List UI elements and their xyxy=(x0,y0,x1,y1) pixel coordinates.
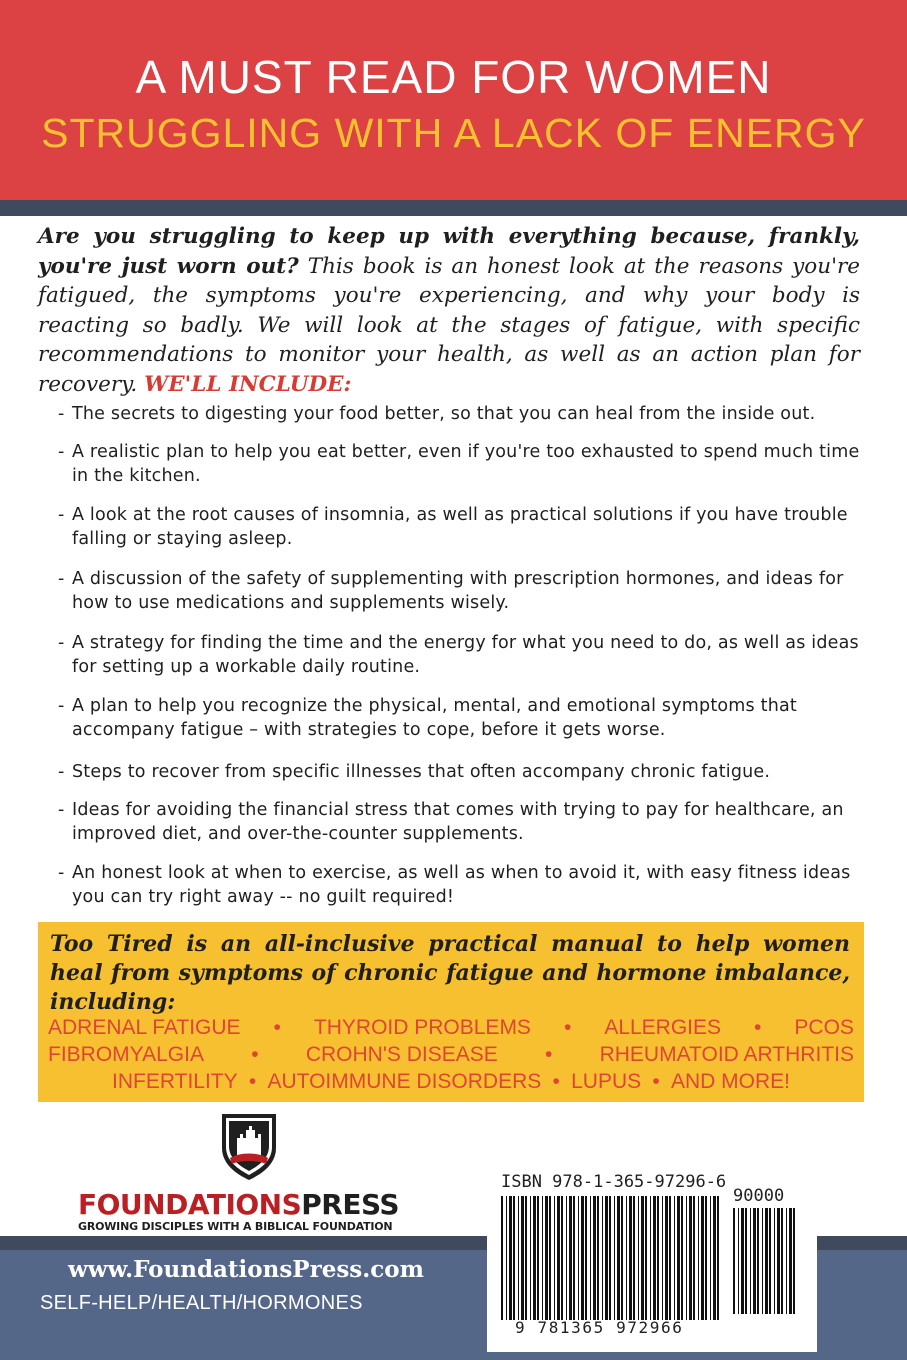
condition: INFERTILITY xyxy=(112,1070,238,1093)
price-code: 90000 xyxy=(733,1186,785,1206)
list-item: - The secrets to digesting your food better, so that you can heal from the inside out. xyxy=(58,404,816,424)
condition: RHEUMATOID ARTHRITIS xyxy=(599,1043,854,1066)
separator: • xyxy=(652,1070,660,1093)
conditions-row xyxy=(48,1014,854,1041)
barcode-number: 9 781365 972966 xyxy=(515,1318,684,1337)
publisher-name-part2: PRESS xyxy=(301,1188,400,1221)
condition: LUPUS xyxy=(571,1070,642,1093)
isbn-label: ISBN 978-1-365-97296-6 xyxy=(501,1172,727,1192)
header-divider xyxy=(0,200,907,216)
separator: • xyxy=(251,1043,259,1066)
list-item: - Steps to recover from specific illnesses that often accompany chronic fatigue. xyxy=(58,762,771,782)
subheadline: STRUGGLING WITH A LACK OF ENERGY xyxy=(41,110,866,156)
list-item: - A plan to help you recognize the physical, mental, and emotional symptoms that accompany fatigue – with strategies to cope, before it gets worse. xyxy=(58,696,797,740)
headline: A MUST READ FOR WOMEN xyxy=(135,51,772,103)
condition: ADRENAL FATIGUE xyxy=(48,1016,241,1039)
condition: ALLERGIES xyxy=(604,1016,722,1039)
publisher-name-part1: FOUNDATIONS xyxy=(78,1188,302,1221)
condition: FIBROMYALGIA xyxy=(48,1043,204,1066)
list-item: - A discussion of the safety of supplementing with prescription hormones, and ideas for how to use medications and supplements wisely. xyxy=(58,569,844,613)
publisher-tagline: GROWING DISCIPLES WITH A BIBLICAL FOUNDATION xyxy=(78,1220,393,1233)
separator: • xyxy=(563,1016,572,1039)
barcode-icon xyxy=(501,1196,723,1320)
separator: • xyxy=(754,1016,762,1039)
conditions-row xyxy=(48,1068,854,1095)
condition: AUTOIMMUNE DISORDERS xyxy=(267,1070,542,1093)
condition: THYROID PROBLEMS xyxy=(313,1016,531,1039)
list-item: - A strategy for finding the time and the energy for what you need to do, as well as ideas for setting up a workable daily routine. xyxy=(58,633,859,677)
list-item: - An honest look at when to exercise, as well as when to avoid it, with easy fitness ideas you can try right away -- no guilt required! xyxy=(58,863,851,907)
include-label: WE'LL INCLUDE: xyxy=(144,371,352,397)
conditions-list xyxy=(48,1014,854,1095)
summary-text: Too Tired is an all-inclusive practical manual to help women heal from symptoms of chronic fatigue and hormone imbalance, including: xyxy=(50,931,850,1015)
summary-box xyxy=(38,922,864,1102)
condition: CROHN'S DISEASE xyxy=(305,1043,498,1066)
list-item: - A look at the root causes of insomnia, as well as practical solutions if you have trouble falling or staying asleep. xyxy=(58,505,848,549)
condition: PCOS xyxy=(794,1016,854,1039)
separator: • xyxy=(273,1016,281,1039)
separator: • xyxy=(544,1043,553,1066)
barcode-box xyxy=(487,1162,817,1352)
separator: • xyxy=(552,1070,560,1093)
condition: AND MORE! xyxy=(670,1070,790,1093)
intro-paragraph xyxy=(38,222,860,399)
list-item: - Ideas for avoiding the financial stress that comes with trying to pay for healthcare, an improved diet, and over-the-counter supplements. xyxy=(58,800,844,844)
publisher-name xyxy=(78,1188,399,1221)
intro-lead: Are you struggling to keep up with everything because, frankly, you're just worn out? xyxy=(38,224,860,279)
castle-shield-icon xyxy=(218,1110,280,1182)
separator: • xyxy=(248,1070,257,1093)
book-category: SELF-HELP/HEALTH/HORMONES xyxy=(40,1292,363,1314)
addon-barcode-icon xyxy=(733,1208,799,1314)
conditions-row xyxy=(48,1041,854,1068)
list-item: - A realistic plan to help you eat better, even if you're too exhausted to spend much time in the kitchen. xyxy=(58,442,860,486)
header-banner xyxy=(0,0,907,200)
website-url: www.FoundationsPress.com xyxy=(68,1256,424,1283)
intro-body: This book is an honest look at the reasons you're fatigued, the symptoms you're experiencing, and why your body is reacting so badly. We will look at the stages of fatigue, with specific recommendations to monitor your health, as well as an action plan for recovery. xyxy=(38,253,860,397)
